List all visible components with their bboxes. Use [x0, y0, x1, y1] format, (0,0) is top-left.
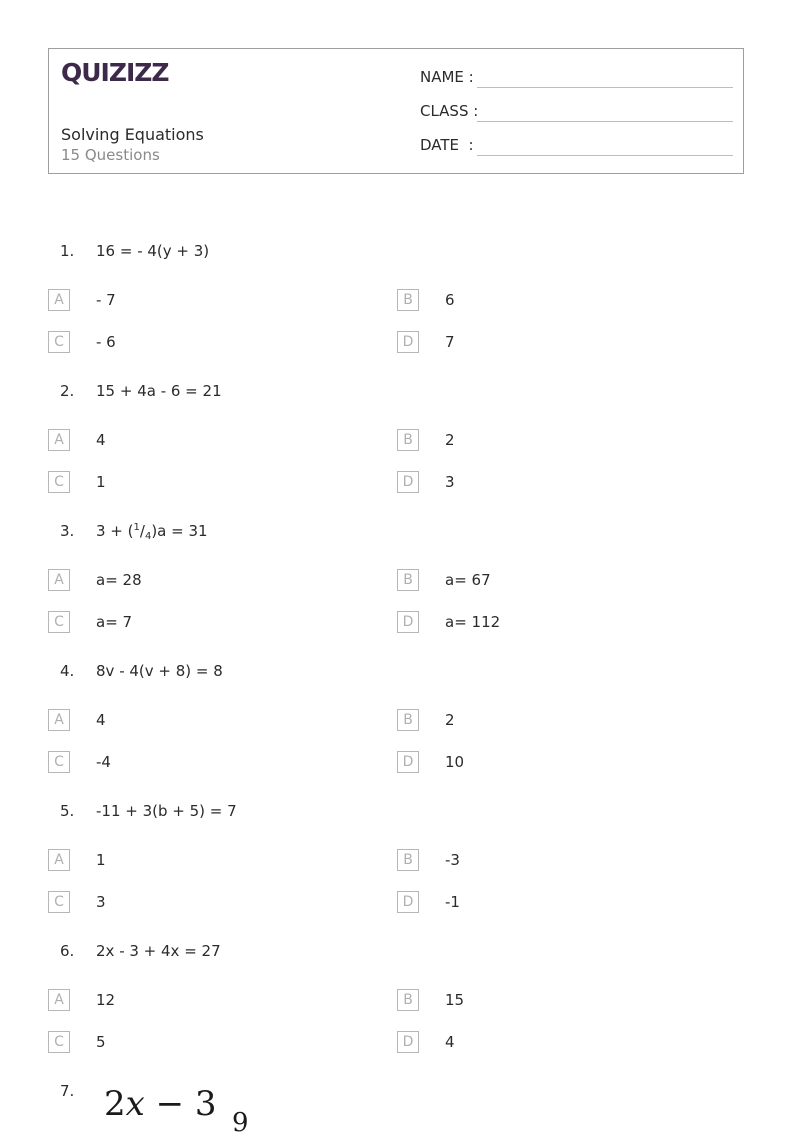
question-number: 7.: [60, 1082, 75, 1100]
option-b-text: -3: [445, 851, 460, 869]
name-line[interactable]: [477, 87, 733, 88]
question-text: $3 + (^1/_4)a = 31$: [96, 522, 208, 542]
option-c-text: a= 7: [96, 613, 133, 631]
option-a-box[interactable]: A: [48, 989, 70, 1011]
option-d-box[interactable]: D: [397, 891, 419, 913]
option-d-text: 7: [445, 333, 455, 351]
option-c-box[interactable]: C: [48, 331, 70, 353]
worksheet-header: [48, 48, 744, 174]
option-d-box[interactable]: D: [397, 611, 419, 633]
option-a-text: 4: [96, 711, 106, 729]
option-a-text: 1: [96, 851, 106, 869]
option-d-text: -1: [445, 893, 460, 911]
option-d-text: 10: [445, 753, 465, 771]
option-b-text: 2: [445, 711, 455, 729]
option-b-text: 2: [445, 431, 455, 449]
option-b-box[interactable]: B: [397, 849, 419, 871]
option-d-text: 4: [445, 1033, 455, 1051]
question-text: -11 + 3(b + 5) = 7: [96, 802, 237, 820]
date-label: DATE :: [420, 136, 474, 154]
option-b-text: a= 67: [445, 571, 491, 589]
question-number: 2.: [60, 382, 75, 400]
option-c-box[interactable]: C: [48, 751, 70, 773]
option-a-box[interactable]: A: [48, 709, 70, 731]
worksheet-title: Solving Equations: [61, 125, 204, 144]
option-d-box[interactable]: D: [397, 751, 419, 773]
date-line[interactable]: [477, 155, 733, 156]
option-d-text: 3: [445, 473, 455, 491]
option-a-text: 4: [96, 431, 106, 449]
quizizz-logo: QUIZIZZ: [61, 58, 169, 87]
option-c-text: - 6: [96, 333, 116, 351]
option-c-box[interactable]: C: [48, 1031, 70, 1053]
option-d-box[interactable]: D: [397, 471, 419, 493]
question-number: 3.: [60, 522, 75, 540]
option-a-text: a= 28: [96, 571, 142, 589]
question-text: 15 + 4a - 6 = 21: [96, 382, 222, 400]
math-expression: 2x − 3: [104, 1084, 217, 1124]
option-b-box[interactable]: B: [397, 989, 419, 1011]
option-d-box[interactable]: D: [397, 331, 419, 353]
fraction-numerator: 1: [133, 522, 140, 533]
option-c-text: 3: [96, 893, 106, 911]
fraction-denominator: 4: [144, 531, 152, 542]
option-c-box[interactable]: C: [48, 471, 70, 493]
option-a-box[interactable]: A: [48, 849, 70, 871]
option-b-text: 6: [445, 291, 455, 309]
question-text: 8v - 4(v + 8) = 8: [96, 662, 223, 680]
option-a-box[interactable]: A: [48, 289, 70, 311]
option-a-box[interactable]: A: [48, 429, 70, 451]
option-b-box[interactable]: B: [397, 289, 419, 311]
name-label: NAME :: [420, 68, 474, 86]
option-b-text: 15: [445, 991, 465, 1009]
question-count: 15 Questions: [61, 146, 160, 164]
option-b-box[interactable]: B: [397, 709, 419, 731]
math-rhs: 9: [232, 1108, 249, 1138]
class-label: CLASS :: [420, 102, 479, 120]
question-number: 5.: [60, 802, 75, 820]
question-text: 2x - 3 + 4x = 27: [96, 942, 221, 960]
option-c-text: 1: [96, 473, 106, 491]
option-c-box[interactable]: C: [48, 611, 70, 633]
question-text: 16 = - 4(y + 3): [96, 242, 210, 260]
option-a-text: - 7: [96, 291, 116, 309]
option-a-text: 12: [96, 991, 116, 1009]
option-c-text: -4: [96, 753, 111, 771]
question-number: 4.: [60, 662, 75, 680]
option-b-box[interactable]: B: [397, 569, 419, 591]
option-d-text: a= 112: [445, 613, 501, 631]
option-c-box[interactable]: C: [48, 891, 70, 913]
option-c-text: 5: [96, 1033, 106, 1051]
question-number: 6.: [60, 942, 75, 960]
class-line[interactable]: [477, 121, 733, 122]
option-a-box[interactable]: A: [48, 569, 70, 591]
question-number: 1.: [60, 242, 75, 260]
option-d-box[interactable]: D: [397, 1031, 419, 1053]
option-b-box[interactable]: B: [397, 429, 419, 451]
